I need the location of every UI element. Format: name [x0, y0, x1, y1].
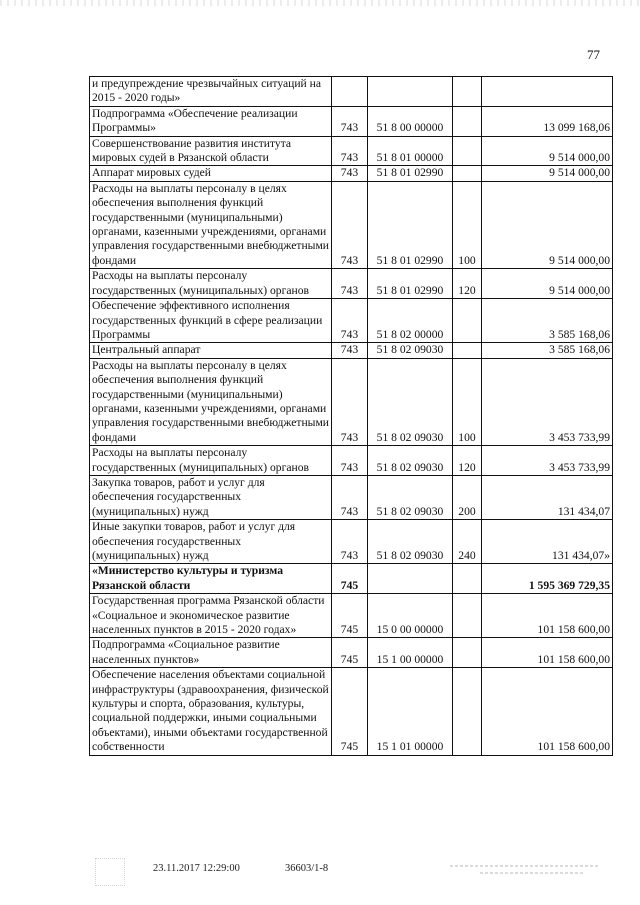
row-sum: 131 434,07	[482, 475, 613, 519]
row-sum: 101 158 600,00	[482, 638, 613, 668]
row-ministry-code: 743	[332, 106, 368, 136]
row-sum: 131 434,07»	[482, 520, 613, 564]
row-ministry-code: 743	[332, 181, 368, 268]
row-sum: 3 585 168,06	[482, 343, 613, 358]
footer-doc-number: 36603/1-8	[285, 863, 329, 874]
row-expense-type	[453, 299, 482, 343]
row-ministry-code: 743	[332, 475, 368, 519]
row-name: Подпрограмма «Обеспечение реализации Программы»	[90, 106, 332, 136]
table-row	[90, 166, 613, 181]
table-row	[90, 446, 613, 476]
table-row	[90, 77, 613, 107]
row-ministry-code: 743	[332, 343, 368, 358]
row-ministry-code: 743	[332, 520, 368, 564]
row-expense-type: 120	[453, 269, 482, 299]
row-expense-type	[453, 564, 482, 594]
table-row	[90, 106, 613, 136]
row-name: Закупка товаров, работ и услуг для обеспечения государственных (муниципальных) нужд	[90, 475, 332, 519]
row-name: Государственная программа Рязанской области «Социальное и экономическое развитие населенных пунктов в 2015 - 2020 годах»	[90, 594, 332, 638]
row-sum: 13 099 168,06	[482, 106, 613, 136]
table-row	[90, 269, 613, 299]
row-expense-type	[453, 106, 482, 136]
row-expense-type	[453, 77, 482, 107]
row-expense-type	[453, 343, 482, 358]
row-expense-type: 100	[453, 358, 482, 445]
row-target-article: 51 8 02 09030	[368, 520, 453, 564]
row-expense-type	[453, 668, 482, 755]
row-target-article: 51 8 01 02990	[368, 181, 453, 268]
stamp-mark	[95, 858, 125, 886]
table-row	[90, 668, 613, 755]
row-name: Совершенствование развития института мировых судей в Рязанской области	[90, 136, 332, 166]
footer-datetime: 23.11.2017 12:29:00	[153, 863, 240, 874]
table-row	[90, 638, 613, 668]
row-ministry-code: 743	[332, 358, 368, 445]
table-row	[90, 343, 613, 358]
table-row	[90, 594, 613, 638]
page-number: 77	[587, 47, 600, 62]
row-ministry-code: 745	[332, 564, 368, 594]
row-ministry-code: 745	[332, 594, 368, 638]
row-name: Расходы на выплаты персоналу в целях обеспечения выполнения функций государственными (муниципальными) органами, казенными учреждениями, органами управления государственными внебюджетными фондами	[90, 358, 332, 445]
row-expense-type	[453, 594, 482, 638]
signature-stamp	[450, 860, 600, 882]
row-sum: 3 453 733,99	[482, 358, 613, 445]
row-expense-type	[453, 166, 482, 181]
table-row	[90, 475, 613, 519]
table-row	[90, 299, 613, 343]
row-name: «Министерство культуры и туризма Рязанской области	[90, 564, 332, 594]
budget-table	[89, 76, 613, 756]
row-name: Расходы на выплаты персоналу государственных (муниципальных) органов	[90, 269, 332, 299]
row-target-article: 51 8 02 00000	[368, 299, 453, 343]
table-row	[90, 136, 613, 166]
row-name: Расходы на выплаты персоналу государственных (муниципальных) органов	[90, 446, 332, 476]
row-name: Расходы на выплаты персоналу в целях обеспечения выполнения функций государственными (муниципальными) органами, казенными учреждениями, органами управления государственными внебюджетными фондами	[90, 181, 332, 268]
row-target-article	[368, 77, 453, 107]
table-row	[90, 520, 613, 564]
row-target-article: 51 8 02 09030	[368, 358, 453, 445]
row-target-article	[368, 564, 453, 594]
row-target-article: 51 8 00 00000	[368, 106, 453, 136]
row-sum: 9 514 000,00	[482, 136, 613, 166]
row-target-article: 15 0 00 00000	[368, 594, 453, 638]
row-name: Подпрограмма «Социальное развитие населенных пунктов»	[90, 638, 332, 668]
row-ministry-code: 743	[332, 299, 368, 343]
row-ministry-code	[332, 77, 368, 107]
row-name: Обеспечение населения объектами социальной инфраструктуры (здравоохранения, физической культуры и спорта, образования, культуры, социальной поддержки, иными социальными объектами), иными объектами государственной собственности	[90, 668, 332, 755]
row-target-article: 51 8 02 09030	[368, 446, 453, 476]
row-target-article: 51 8 02 09030	[368, 475, 453, 519]
table-row	[90, 358, 613, 445]
row-ministry-code: 745	[332, 668, 368, 755]
scan-edge-artifact	[0, 0, 640, 6]
table-row	[90, 564, 613, 594]
row-sum: 9 514 000,00	[482, 181, 613, 268]
row-sum	[482, 77, 613, 107]
row-ministry-code: 743	[332, 269, 368, 299]
row-sum: 9 514 000,00	[482, 269, 613, 299]
row-expense-type: 200	[453, 475, 482, 519]
row-name: Обеспечение эффективного исполнения государственных функций в сфере реализации Программы	[90, 299, 332, 343]
row-name: Центральный аппарат	[90, 343, 332, 358]
row-expense-type	[453, 638, 482, 668]
row-sum: 3 453 733,99	[482, 446, 613, 476]
row-name: Аппарат мировых судей	[90, 166, 332, 181]
row-expense-type: 100	[453, 181, 482, 268]
row-target-article: 51 8 01 02990	[368, 166, 453, 181]
row-ministry-code: 743	[332, 136, 368, 166]
row-target-article: 15 1 01 00000	[368, 668, 453, 755]
budget-table-body	[90, 77, 613, 756]
row-ministry-code: 743	[332, 166, 368, 181]
table-row	[90, 181, 613, 268]
row-expense-type	[453, 136, 482, 166]
row-sum: 101 158 600,00	[482, 594, 613, 638]
row-sum: 3 585 168,06	[482, 299, 613, 343]
row-sum: 1 595 369 729,35	[482, 564, 613, 594]
row-ministry-code: 743	[332, 446, 368, 476]
row-name: и предупреждение чрезвычайных ситуаций на 2015 - 2020 годы»	[90, 77, 332, 107]
row-target-article: 51 8 02 09030	[368, 343, 453, 358]
row-target-article: 51 8 01 00000	[368, 136, 453, 166]
row-target-article: 51 8 01 02990	[368, 269, 453, 299]
row-sum: 9 514 000,00	[482, 166, 613, 181]
row-sum: 101 158 600,00	[482, 668, 613, 755]
row-ministry-code: 745	[332, 638, 368, 668]
row-expense-type: 240	[453, 520, 482, 564]
row-target-article: 15 1 00 00000	[368, 638, 453, 668]
row-expense-type: 120	[453, 446, 482, 476]
row-name: Иные закупки товаров, работ и услуг для обеспечения государственных (муниципальных) нужд	[90, 520, 332, 564]
